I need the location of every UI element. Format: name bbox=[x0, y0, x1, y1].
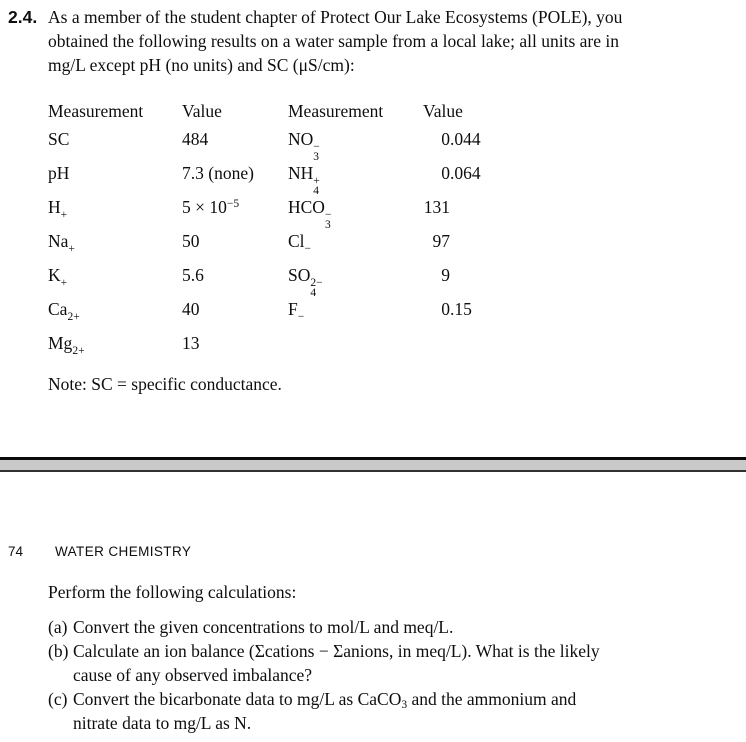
problem-text-line: As a member of the student chapter of Protect Our Lake Ecosystems (POLE), you bbox=[48, 7, 623, 27]
table-row bbox=[48, 298, 481, 332]
page-break-bar bbox=[0, 457, 746, 472]
col-header-value-1: Value bbox=[182, 101, 222, 121]
item-text: Convert the bicarbonate data to mg/L as CaCO$_3$ and the ammonium and bbox=[73, 689, 577, 711]
table-row bbox=[48, 230, 481, 264]
ion-formula: Na + bbox=[48, 230, 75, 255]
value bbox=[423, 332, 450, 356]
measurements-table bbox=[48, 100, 481, 396]
item-marker bbox=[48, 711, 73, 735]
value: 9 bbox=[441, 264, 450, 285]
problem-text-line: mg/L except pH (no units) and SC (μS/cm): bbox=[48, 55, 355, 75]
instruction-item-b bbox=[48, 639, 600, 663]
ion-formula bbox=[288, 332, 423, 364]
instruction-item-c bbox=[48, 687, 600, 711]
value: 131 bbox=[423, 196, 450, 217]
value: 0.15 bbox=[441, 298, 472, 319]
table-row bbox=[48, 332, 481, 366]
value: 0.064 bbox=[441, 162, 481, 183]
page-number: 74 bbox=[8, 544, 24, 559]
ion-formula: H + bbox=[48, 196, 68, 221]
item-text: cause of any observed imbalance? bbox=[73, 665, 313, 685]
ion-formula: Ca 2+ bbox=[48, 298, 80, 323]
col-header-measurement-1: Measurement bbox=[48, 101, 144, 121]
ion-formula: F − bbox=[288, 298, 305, 323]
ion-formula: SC bbox=[48, 128, 70, 149]
problem-number: 2.4. bbox=[8, 7, 38, 27]
table-row bbox=[48, 264, 481, 298]
running-header: WATER CHEMISTRY bbox=[55, 544, 192, 559]
ion-formula: SO 2− 4 bbox=[288, 264, 323, 299]
ion-formula: HCO − 3 bbox=[288, 196, 332, 231]
ion-formula: NH + 4 bbox=[288, 162, 320, 197]
table-row bbox=[48, 196, 481, 230]
item-text: nitrate data to mg/L as N. bbox=[73, 713, 252, 733]
item-marker bbox=[48, 663, 73, 687]
item-marker: (b) bbox=[48, 641, 69, 661]
value: 50 bbox=[182, 230, 200, 251]
item-marker: (c) bbox=[48, 689, 68, 709]
value: 40 bbox=[182, 298, 200, 319]
table-note: Note: SC = specific conductance. bbox=[48, 373, 282, 394]
value: $5 \times 10^{-5}$ bbox=[182, 196, 240, 217]
value: 97 bbox=[432, 230, 450, 251]
ion-formula: K + bbox=[48, 264, 68, 289]
item-text: Calculate an ion balance (Σcations − Σanions, in meq/L). What is the likely bbox=[73, 641, 600, 661]
instructions-list bbox=[48, 615, 600, 735]
value: 5.6 bbox=[182, 264, 204, 285]
ion-formula: Mg 2+ bbox=[48, 332, 85, 357]
value: 0.044 bbox=[441, 128, 481, 149]
item-marker: (a) bbox=[48, 617, 68, 637]
instructions-intro: Perform the following calculations: bbox=[48, 582, 297, 602]
instruction-item-b-continued bbox=[48, 663, 600, 687]
problem-text-line: obtained the following results on a water sample from a local lake; all units are in bbox=[48, 31, 620, 51]
value: 7.3 (none) bbox=[182, 162, 254, 183]
ion-formula: NO − 3 bbox=[288, 128, 320, 163]
problem-statement bbox=[48, 5, 622, 77]
table-header-row bbox=[48, 100, 481, 124]
ion-formula: pH bbox=[48, 162, 70, 183]
instruction-item-c-continued bbox=[48, 711, 600, 735]
table-row bbox=[48, 162, 481, 196]
col-header-value-2: Value bbox=[423, 101, 463, 121]
instruction-item-a bbox=[48, 615, 600, 639]
col-header-measurement-2: Measurement bbox=[288, 101, 384, 121]
value: 13 bbox=[182, 332, 200, 353]
table-row bbox=[48, 128, 481, 162]
value: 484 bbox=[182, 128, 209, 149]
item-text: Convert the given concentrations to mol/L and meq/L. bbox=[73, 617, 454, 637]
ion-formula: Cl − bbox=[288, 230, 312, 255]
